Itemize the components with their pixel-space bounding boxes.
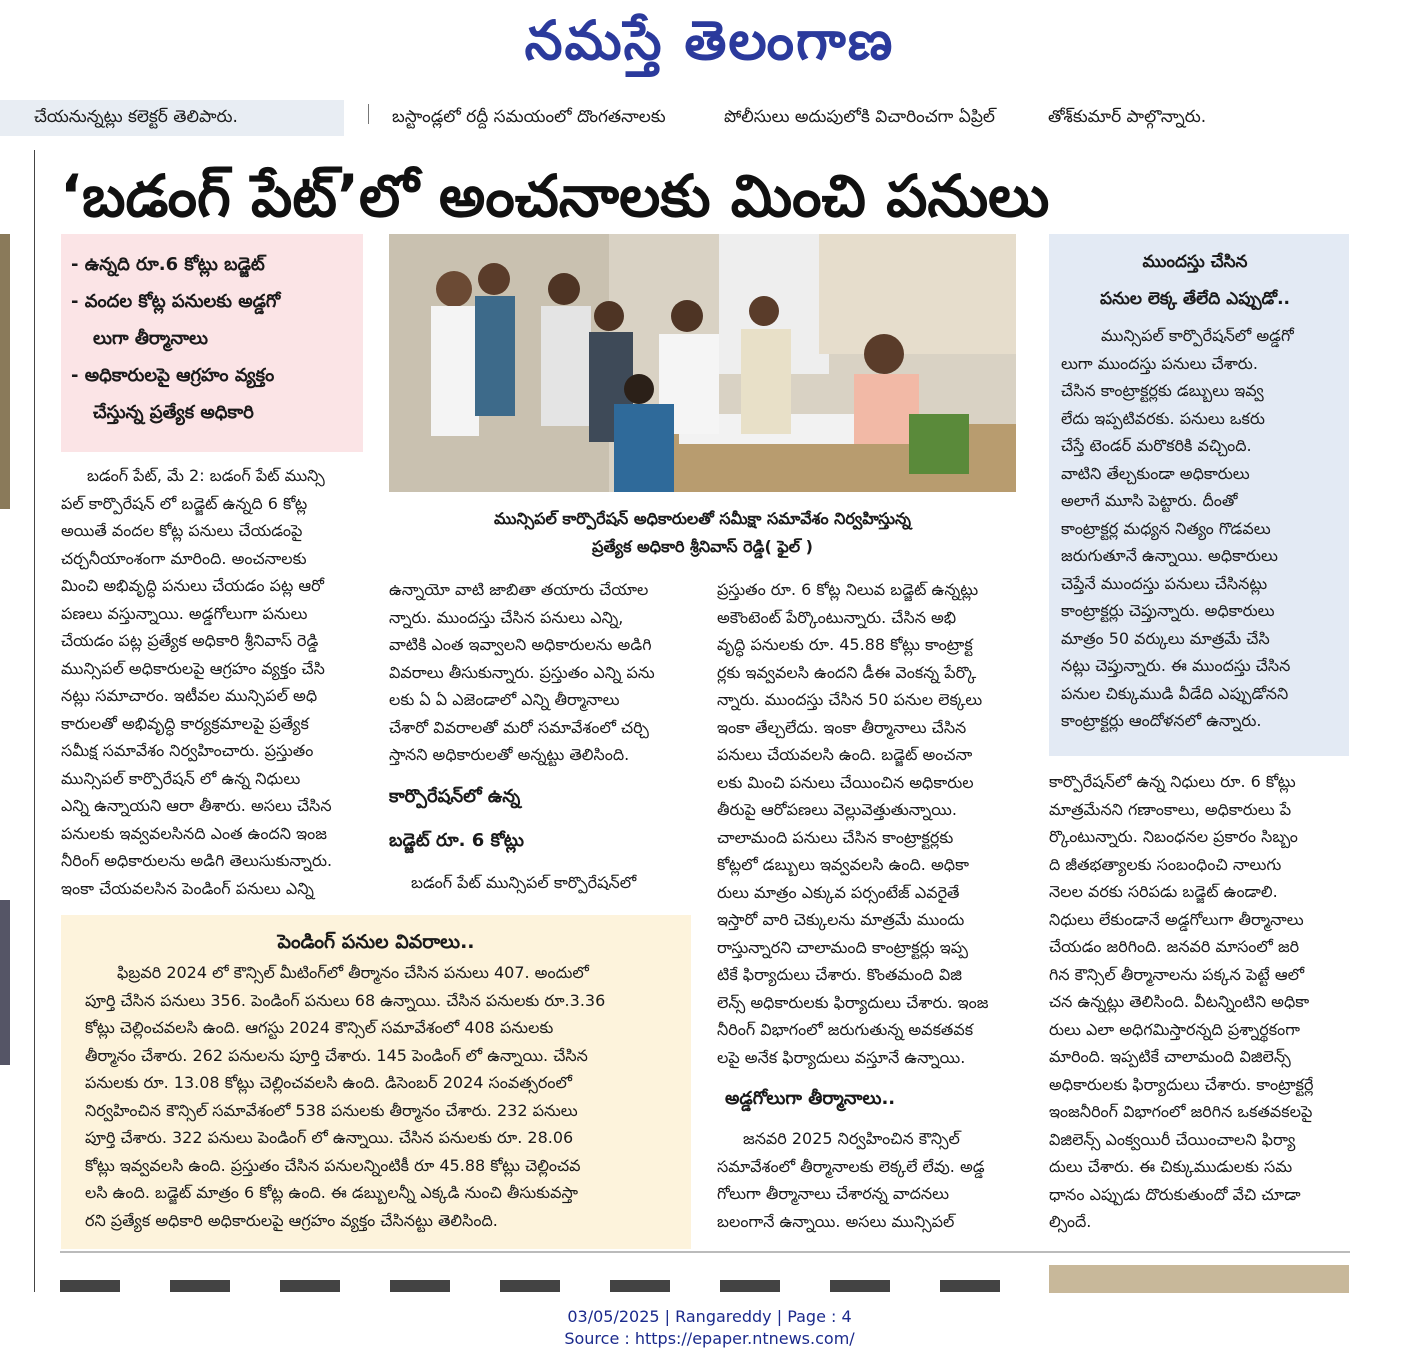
pending-works-body <box>85 959 667 1234</box>
top-strip-item: పోలీసులు అదుపులోకి విచారించగా ఏప్రిల్ <box>724 107 995 127</box>
news-photo <box>389 234 1016 492</box>
clipped-next-headline <box>60 1262 1020 1292</box>
text-line: బడంగ్ పేట్, మే 2: బడంగ్ పేట్ మున్సి <box>87 466 325 485</box>
text-line: నిర్వహించిన కౌన్సిల్ సమావేశంలో 538 పనులకు తీర్మానం చేశారు. 232 పనులు <box>85 1100 578 1120</box>
text-line: స్తానని అధికారులతో అన్నట్టు తెలిసింది. <box>389 745 630 764</box>
text-line: న్నారు. ముందస్తు చేసిన 50 పనుల లెక్కలు <box>717 690 983 709</box>
text-line: తీర్మానం చేశారు. 262 పనులను పూర్తి చేశారు. 145 పెండింగ్ లో ఉన్నాయి. చేసిన <box>85 1045 588 1065</box>
text-line: టికే ఫిర్యాదులు చేశారు. కొంతమంది విజి <box>717 965 962 984</box>
text-line: పనులకు ఇవ్వవలసినది ఎంత ఉందని ఇంజ <box>61 823 327 843</box>
footer-date-line: 03/05/2025 | Rangareddy | Page : 4 <box>567 1307 852 1326</box>
highlight-item: - వందల కోట్ల పనులకు అడ్డగో <box>71 291 281 312</box>
text-line: ఫిబ్రవరి 2024 లో కౌన్సిల్ మీటింగ్‌లో తీర్మానం చేసిన పనులు 407. అందులో <box>117 963 589 982</box>
text-line: చేస్తే టెండర్ మరొకరికి వచ్చింది. <box>1061 436 1252 455</box>
text-line: ఇస్తారో వారి చెక్కులను మాత్రమే ముందు <box>717 910 965 929</box>
text-line: చేయడం జరిగింది. జనవరి మాసంలో జరి <box>1049 937 1300 956</box>
top-strip-item: బస్టాండ్లలో రద్దీ సమయంలో దొంగతనాలకు <box>392 107 666 127</box>
subheading: అడ్డగోలుగా తీర్మానాలు.. <box>725 1088 896 1109</box>
text-line: చేశారో వివరాలతో మరో సమావేశంలో చర్చి <box>389 717 649 737</box>
article-column-3 <box>717 576 1023 1235</box>
text-line: మాత్రమేనని గణాంకాలు, అధికారులు పే <box>1049 799 1292 819</box>
text-line: విజిలెన్స్ ఎంక్వయిరీ చేయించాలని ఫిర్యా <box>1049 1129 1296 1149</box>
clipped-photo-bottom <box>1049 1265 1349 1293</box>
text-line: కార్పొరేషన్‌లో ఉన్న నిధులు రూ. 6 కోట్లు <box>1049 772 1296 791</box>
text-line: రని ప్రత్యేక అధికారి అధికారులపై ఆగ్రహం వ్యక్తం చేసినట్టు తెలిసింది. <box>85 1210 498 1230</box>
sidebar-title: పనుల లెక్క తేలేది ఎప్పుడో.. <box>1100 289 1290 309</box>
text-line: జనవరి 2025 నిర్వహించిన కౌన్సిల్ <box>743 1129 960 1148</box>
text-line: చర్చనీయాంశంగా మారింది. అంచనాలకు <box>61 548 307 568</box>
text-line: పనుల చిక్కుముడి వీడేది ఎప్పుడోనని <box>1061 683 1289 703</box>
sidebar-body <box>1061 322 1329 735</box>
sidebar-title: ముందస్తు చేసిన <box>1142 252 1248 272</box>
text-line: కాంట్రాక్టర్లు ఆందోళనలో ఉన్నారు. <box>1061 711 1262 730</box>
text-line: కోట్లు చెల్లించవలసి ఉంది. ఆగస్టు 2024 కౌన్సిల్ సమావేశంలో 408 పనులకు <box>85 1018 554 1037</box>
section-rule <box>60 1251 1350 1253</box>
photo-caption <box>389 505 1016 561</box>
article-column-4 <box>1049 768 1349 1236</box>
text-line: రులు ఎలా అధిగమిస్తారన్నది ప్రశ్నార్థకంగా <box>1049 1019 1300 1039</box>
photo-illustration <box>389 234 1016 492</box>
text-line: అయితే వందల కోట్ల పనులు చేయడంపై <box>61 521 303 540</box>
text-line: ఉన్నాయో వాటి జాబితా తయారు చేయాల <box>389 580 649 599</box>
text-line: గిన కౌన్సిల్ తీర్మానాలను పక్కన పెట్టే ఆలో <box>1049 964 1305 984</box>
footer-source-link[interactable]: Source : https://epaper.ntnews.com/ <box>564 1329 855 1348</box>
text-line: నీరింగ్ విభాగంలో జరుగుతున్న అవకతవక <box>717 1020 974 1039</box>
text-line: లకు మించి పనులు చేయించిన అధికారుల <box>717 772 974 792</box>
text-line: లపై అనేక ఫిర్యాదులు వస్తూనే ఉన్నాయి. <box>717 1047 966 1067</box>
text-line: మారింది. ఇప్పటికే చాలామంది విజిలెన్స్ <box>1049 1047 1291 1066</box>
top-strip-left: చేయనున్నట్లు కలెక్టర్ తెలిపారు. <box>0 100 344 136</box>
text-line: వృద్ధి పనులకు రూ. 45.88 కోట్లు కాంట్రాక్ట <box>717 635 973 654</box>
text-line: చెప్తేనే ముందస్తు పనులు చేసినట్లు <box>1061 573 1268 593</box>
text-line: కోట్లలో డబ్బులు ఇవ్వవలసి ఉంది. అధికా <box>717 855 969 874</box>
text-line: సమావేశంలో తీర్మానాలకు లెక్కలే లేవు. అడ్డ <box>717 1156 985 1176</box>
text-line: లకు ఏ ఏ ఎజెండాలో ఎన్ని తీర్మానాలు <box>389 690 620 709</box>
text-line: చేయడం పట్ల ప్రత్యేక అధికారి శ్రీనివాస్ రెడ్డి <box>61 631 319 650</box>
text-line: నట్లు చెప్తున్నారు. ఈ ముందస్తు చేసిన <box>1061 656 1291 675</box>
article-column-2 <box>389 576 691 896</box>
text-line: చన ఉన్నట్లు తెలిసింది. వీటన్నింటిని అధికా <box>1049 992 1310 1011</box>
caption-line: ప్రత్యేక అధికారి శ్రీనివాస్ రెడ్డి( ఫైల్ ) <box>592 537 813 556</box>
text-line: అలాగే మూసి పెట్టారు. దీంతో <box>1061 491 1238 510</box>
column-rule <box>34 150 35 1292</box>
text-line: నట్లు సమాచారం. ఇటీవల మున్సిపల్ అధి <box>61 686 318 705</box>
text-line: కాంట్రాక్టర్ల మధ్యన నిత్యం గొడవలు <box>1061 518 1271 538</box>
text-line: మించి అభివృద్ధి పనులు చేయడం పట్ల ఆరో <box>61 576 325 595</box>
text-line: పనులు చేయవలసి ఉంది. బడ్జెట్ అంచనా <box>717 745 973 764</box>
text-line: పణలు వస్తున్నాయి. అడ్డగోలుగా పనులు <box>61 603 308 623</box>
text-line: లెన్స్ అధికారులకు ఫిర్యాదులు చేశారు. ఇంజ <box>717 992 989 1012</box>
text-line: సమీక్ష సమావేశం నిర్వహించారు. ప్రస్తుతం <box>61 741 314 760</box>
highlight-item: - అధికారులపై ఆగ్రహం వ్యక్తం <box>71 365 275 386</box>
text-line: నెలల వరకు సరిపడు బడ్జెట్ ఉండాలి. <box>1049 882 1278 901</box>
text-line: చాలామంది పనులు చేసిన కాంట్రాక్టర్లకు <box>717 827 954 847</box>
text-line: తీరుపై ఆరోపణలు వెల్లువెత్తుతున్నాయి. <box>717 800 957 819</box>
clipped-photo-left <box>0 900 10 1065</box>
text-line: వివరాలు తీసుకున్నారు. ప్రస్తుతం ఎన్ని పను <box>389 662 655 682</box>
highlight-item: - ఉన్నది రూ.6 కోట్లు బడ్జెట్ <box>71 254 265 275</box>
text-line: నీరింగ్ అధికారులను అడిగి తెలుసుకున్నారు. <box>61 851 333 870</box>
pending-works-title: పెండింగ్ పనుల వివరాలు.. <box>277 931 475 953</box>
text-line: మున్సిపల్ కార్పొరేషన్ లో ఉన్న నిధులు <box>61 768 301 788</box>
top-strip-item: తోశ్‌కుమార్ పాల్గొన్నారు. <box>1048 107 1207 127</box>
text-line: ది జీతభత్యాలకు సంబంధించి నాలుగు <box>1049 854 1282 874</box>
text-line: అకౌంటెంట్ పేర్కొంటున్నారు. చేసిన అభి <box>717 607 957 627</box>
article-column-1 <box>61 462 363 902</box>
text-line: కోట్లు ఇవ్వవలసి ఉంది. ప్రస్తుతం చేసిన పనులన్నింటికీ రూ 45.88 కోట్లు చెల్లించవ <box>85 1155 581 1175</box>
clipped-photo-left <box>0 234 10 509</box>
text-line: మున్సిపల్ అధికారులపై ఆగ్రహం వ్యక్తం చేసి <box>61 658 325 678</box>
text-line: పనులకు రూ. 13.08 కోట్లు చెల్లించవలసి ఉంది. డిసెంబర్ 2024 సంవత్సరంలో <box>85 1073 572 1092</box>
text-line: న్నారు. ముందస్తు చేసిన పనులు ఎన్ని, <box>389 607 624 627</box>
text-line: కారులతో అభివృద్ధి కార్యక్రమాలపై ప్రత్యేక <box>61 713 309 733</box>
text-line: ధానం ఎప్పుడు దొరుకుతుందో వేచి చూడా <box>1049 1184 1301 1204</box>
headline: ‘బడంగ్ పేట్’లో అంచనాలకు మించి పనులు <box>60 162 1050 230</box>
text-line: బలంగానే ఉన్నాయి. అసలు మున్సిపల్ <box>717 1211 955 1231</box>
text-line: బడంగ్ పేట్ మున్సిపల్ కార్పొరేషన్‌లో <box>411 872 637 892</box>
highlight-item: లుగా తీర్మానాలు <box>93 328 209 349</box>
text-line: ఇంజనీరింగ్ విభాగంలో జరిగిన ఒకతవకలపై <box>1049 1102 1313 1121</box>
text-line: పూర్తి చేసిన పనులు 356. పెండింగ్ పనులు 68 ఉన్నాయి. చేసిన పనులకు రూ.3.36 <box>85 990 606 1010</box>
text-line: ఇంకా చేయవలసిన పెండింగ్ పనులు ఎన్ని <box>61 878 314 898</box>
text-line: లసి ఉంది. బడ్జెట్ మాత్రం 6 కోట్ల ఉంది. ఈ డబ్బులన్నీ ఎక్కడి నుంచి తీసుకువస్తా <box>85 1183 578 1202</box>
text-line: ర్కొంటున్నారు. నిబంధనల ప్రకారం సిబ్బం <box>1049 827 1298 846</box>
text-line: కాంట్రాక్టర్లు చెప్తున్నారు. అధికారులు <box>1061 601 1275 620</box>
text-line: వాటికి ఎంత ఇవ్వాలని అధికారులను అడిగి <box>389 635 652 654</box>
highlights-box <box>61 234 363 452</box>
text-line: వాటిని తేల్చకుండా అధికారులు <box>1061 463 1250 483</box>
sidebar-box <box>1049 234 1349 756</box>
caption-line: మున్సిపల్ కార్పొరేషన్ అధికారులతో సమీక్షా సమావేశం నిర్వహిస్తున్న <box>494 509 911 528</box>
text-line: పూర్తి చేశారు. 322 పనులు పెండింగ్ లో ఉన్నాయి. చేసిన పనులకు రూ. 28.06 <box>85 1128 574 1147</box>
text-line: ఎన్ని ఉన్నాయని ఆరా తీశారు. అసలు చేసిన <box>61 796 332 815</box>
text-line: ఇంకా తేల్చలేదు. ఇంకా తీర్మానాలు చేసిన <box>717 717 967 737</box>
text-line: ర్లకు ఇవ్వవలసి ఉందని డీఈ వెంకన్న పేర్కొ <box>717 662 977 682</box>
text-line: లుగా ముందస్తు పనులు చేశారు. <box>1061 353 1258 373</box>
text-line: ల్సిందే. <box>1049 1212 1092 1231</box>
text-line: గోలుగా తీర్మానాలు చేశారన్న వాదనలు <box>717 1184 950 1203</box>
highlight-item: చేస్తున్న ప్రత్యేక అధికారి <box>93 402 254 423</box>
subheading: బడ్జెట్ రూ. 6 కోట్లు <box>389 829 525 851</box>
text-line: మాత్రం 50 వర్కులు మాత్రమే చేసి <box>1061 628 1270 648</box>
strip-divider <box>368 104 369 124</box>
text-line: ప్రస్తుతం రూ. 6 కోట్ల నిలువ బడ్జెట్ ఉన్నట్లు <box>717 580 979 599</box>
text-line: నిధులు లేకుండానే అడ్డగోలుగా తీర్మానాలు <box>1049 909 1304 929</box>
text-line: మున్సిపల్ కార్పొరేషన్‌లో అడ్డగో <box>1101 326 1294 345</box>
pending-works-box <box>61 915 691 1249</box>
text-line: రాస్తున్నారని చాలామంది కాంట్రాక్టర్లు ఇప్ప <box>717 937 968 957</box>
text-line: జరుగుతూనే ఉన్నాయి. అధికారులు <box>1061 546 1278 565</box>
text-line: పల్ కార్పొరేషన్ లో బడ్జెట్ ఉన్నది 6 కోట్ల <box>61 493 308 513</box>
text-line: దులు చేశారు. ఈ చిక్కుముడులకు సమ <box>1049 1157 1293 1176</box>
subheading: కార్పొరేషన్‌లో ఉన్న <box>389 785 521 807</box>
text-line: రులు మాత్రం ఎక్కువ పర్సంటేజ్ ఎవరైతే <box>717 882 960 902</box>
masthead-logo: నమస్తే తెలంగాణ <box>524 8 895 72</box>
page-footer <box>0 1306 1419 1350</box>
text-line: చేసిన కాంట్రాక్టర్లకు డబ్బులు ఇవ్వ <box>1061 381 1264 400</box>
text-line: అధికారులకు ఫిర్యాదులు చేశారు. కాంట్రాక్టర్లే <box>1049 1074 1314 1094</box>
text-line: లేదు ఇప్పటివరకు. పనులు ఒకరు <box>1061 408 1265 428</box>
